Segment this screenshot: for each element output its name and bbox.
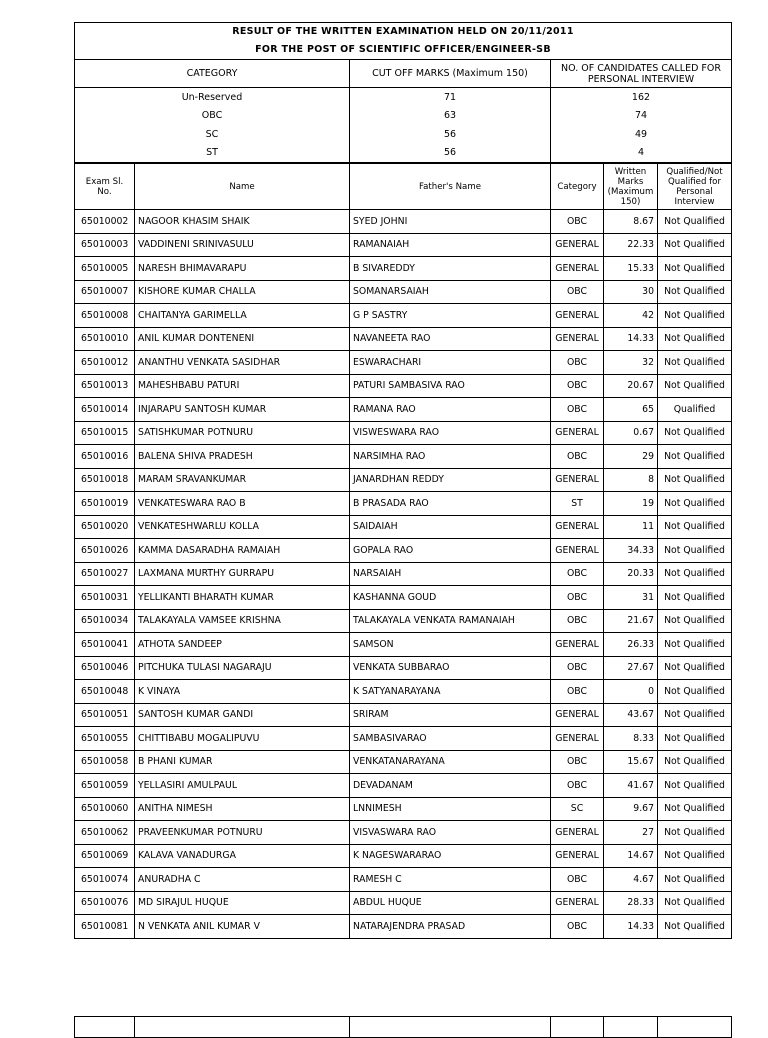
marks-cell: 29	[604, 445, 658, 469]
exam-no-cell: 65010059	[75, 774, 135, 798]
cutoff-called: 4	[551, 144, 732, 163]
table-row	[75, 891, 732, 915]
cutoff-category: ST	[75, 144, 350, 163]
name-cell: PITCHUKA TULASI NAGARAJU	[135, 656, 350, 680]
category-cell: OBC	[551, 680, 604, 704]
name-cell: LAXMANA MURTHY GURRAPU	[135, 562, 350, 586]
cutoff-header-category: CATEGORY	[75, 60, 350, 88]
father-name-cell: JANARDHAN REDDY	[350, 468, 551, 492]
status-cell: Not Qualified	[658, 374, 732, 398]
name-cell: VADDINENI SRINIVASULU	[135, 233, 350, 257]
table-row	[75, 868, 732, 892]
marks-cell: 43.67	[604, 703, 658, 727]
col-exam-no: Exam Sl. No.	[75, 164, 135, 210]
status-cell: Not Qualified	[658, 445, 732, 469]
table-row	[75, 633, 732, 657]
cutoff-called: 162	[551, 88, 732, 107]
cutoff-category: OBC	[75, 107, 350, 126]
name-cell: KALAVA VANADURGA	[135, 844, 350, 868]
exam-no-cell: 65010018	[75, 468, 135, 492]
exam-no-cell: 65010026	[75, 539, 135, 563]
status-cell: Not Qualified	[658, 351, 732, 375]
father-name-cell: ESWARACHARI	[350, 351, 551, 375]
exam-no-cell: 65010081	[75, 915, 135, 939]
cutoff-row	[75, 125, 732, 144]
marks-cell: 27	[604, 821, 658, 845]
table-row	[75, 821, 732, 845]
marks-cell: 21.67	[604, 609, 658, 633]
table-row	[75, 233, 732, 257]
father-name-cell: VISVASWARA RAO	[350, 821, 551, 845]
cutoff-row	[75, 144, 732, 163]
exam-no-cell: 65010008	[75, 304, 135, 328]
category-cell: OBC	[551, 750, 604, 774]
status-cell: Not Qualified	[658, 257, 732, 281]
category-cell: GENERAL	[551, 891, 604, 915]
col-name: Name	[135, 164, 350, 210]
category-cell: GENERAL	[551, 515, 604, 539]
category-cell: OBC	[551, 280, 604, 304]
category-cell: OBC	[551, 398, 604, 422]
table-row	[75, 680, 732, 704]
status-cell: Not Qualified	[658, 586, 732, 610]
category-cell: GENERAL	[551, 421, 604, 445]
marks-cell: 22.33	[604, 233, 658, 257]
footer-cell	[75, 1017, 135, 1038]
marks-cell: 65	[604, 398, 658, 422]
category-cell: SC	[551, 797, 604, 821]
father-name-cell: G P SASTRY	[350, 304, 551, 328]
marks-cell: 28.33	[604, 891, 658, 915]
status-cell: Not Qualified	[658, 703, 732, 727]
next-page-table-top	[74, 1016, 731, 1038]
table-row	[75, 797, 732, 821]
table-row	[75, 351, 732, 375]
status-cell: Not Qualified	[658, 280, 732, 304]
exam-no-cell: 65010020	[75, 515, 135, 539]
marks-cell: 0	[604, 680, 658, 704]
father-name-cell: VISWESWARA RAO	[350, 421, 551, 445]
table-row	[75, 280, 732, 304]
category-cell: OBC	[551, 210, 604, 234]
table-row	[75, 703, 732, 727]
father-name-cell: SAMSON	[350, 633, 551, 657]
father-name-cell: DEVADANAM	[350, 774, 551, 798]
status-cell: Not Qualified	[658, 727, 732, 751]
father-name-cell: NARSIMHA RAO	[350, 445, 551, 469]
father-name-cell: SAIDAIAH	[350, 515, 551, 539]
marks-cell: 32	[604, 351, 658, 375]
category-cell: OBC	[551, 868, 604, 892]
table-row	[75, 562, 732, 586]
cutoff-header-marks: CUT OFF MARKS (Maximum 150)	[350, 60, 551, 88]
name-cell: YELLASIRI AMULPAUL	[135, 774, 350, 798]
exam-no-cell: 65010069	[75, 844, 135, 868]
name-cell: PRAVEENKUMAR POTNURU	[135, 821, 350, 845]
exam-no-cell: 65010046	[75, 656, 135, 680]
category-cell: OBC	[551, 609, 604, 633]
category-cell: OBC	[551, 374, 604, 398]
footer-cell	[551, 1017, 604, 1038]
cutoff-called: 74	[551, 107, 732, 126]
result-sheet	[74, 22, 731, 939]
category-cell: OBC	[551, 445, 604, 469]
exam-no-cell: 65010016	[75, 445, 135, 469]
marks-cell: 8.33	[604, 727, 658, 751]
status-cell: Not Qualified	[658, 750, 732, 774]
footer-cell	[350, 1017, 551, 1038]
name-cell: KISHORE KUMAR CHALLA	[135, 280, 350, 304]
table-row	[75, 492, 732, 516]
name-cell: K VINAYA	[135, 680, 350, 704]
status-cell: Not Qualified	[658, 609, 732, 633]
cutoff-marks: 71	[350, 88, 551, 107]
table-row	[75, 539, 732, 563]
name-cell: B PHANI KUMAR	[135, 750, 350, 774]
category-cell: GENERAL	[551, 304, 604, 328]
marks-cell: 4.67	[604, 868, 658, 892]
col-category: Category	[551, 164, 604, 210]
exam-no-cell: 65010003	[75, 233, 135, 257]
name-cell: NARESH BHIMAVARAPU	[135, 257, 350, 281]
status-cell: Not Qualified	[658, 915, 732, 939]
marks-cell: 15.67	[604, 750, 658, 774]
table-row	[75, 844, 732, 868]
exam-no-cell: 65010019	[75, 492, 135, 516]
exam-no-cell: 65010055	[75, 727, 135, 751]
father-name-cell: NAVANEETA RAO	[350, 327, 551, 351]
results-body	[75, 210, 732, 939]
results-table	[74, 163, 732, 939]
table-row	[75, 327, 732, 351]
name-cell: INJARAPU SANTOSH KUMAR	[135, 398, 350, 422]
category-cell: GENERAL	[551, 257, 604, 281]
exam-no-cell: 65010014	[75, 398, 135, 422]
table-row	[75, 210, 732, 234]
status-cell: Not Qualified	[658, 539, 732, 563]
name-cell: ANURADHA C	[135, 868, 350, 892]
status-cell: Not Qualified	[658, 233, 732, 257]
exam-no-cell: 65010062	[75, 821, 135, 845]
marks-cell: 27.67	[604, 656, 658, 680]
exam-no-cell: 65010015	[75, 421, 135, 445]
exam-no-cell: 65010027	[75, 562, 135, 586]
father-name-cell: LNNIMESH	[350, 797, 551, 821]
father-name-cell: RAMANA RAO	[350, 398, 551, 422]
cutoff-marks: 63	[350, 107, 551, 126]
result-title: RESULT OF THE WRITTEN EXAMINATION HELD ON 20/11/2011	[75, 23, 732, 41]
table-row	[75, 257, 732, 281]
category-cell: OBC	[551, 562, 604, 586]
table-row	[75, 515, 732, 539]
status-cell: Not Qualified	[658, 656, 732, 680]
exam-no-cell: 65010074	[75, 868, 135, 892]
cutoff-table	[74, 60, 732, 163]
footer-cell	[604, 1017, 658, 1038]
father-name-cell: SYED JOHNI	[350, 210, 551, 234]
cutoff-row	[75, 107, 732, 126]
col-qualification: Qualified/Not Qualified for Personal Interview	[658, 164, 732, 210]
footer-cell	[658, 1017, 732, 1038]
category-cell: GENERAL	[551, 539, 604, 563]
name-cell: ANANTHU VENKATA SASIDHAR	[135, 351, 350, 375]
name-cell: ANIL KUMAR DONTENENI	[135, 327, 350, 351]
father-name-cell: B SIVAREDDY	[350, 257, 551, 281]
name-cell: SATISHKUMAR POTNURU	[135, 421, 350, 445]
name-cell: MAHESHBABU PATURI	[135, 374, 350, 398]
category-cell: OBC	[551, 915, 604, 939]
marks-cell: 14.33	[604, 327, 658, 351]
name-cell: N VENKATA ANIL KUMAR V	[135, 915, 350, 939]
name-cell: KAMMA DASARADHA RAMAIAH	[135, 539, 350, 563]
exam-no-cell: 65010058	[75, 750, 135, 774]
category-cell: GENERAL	[551, 844, 604, 868]
table-row	[75, 586, 732, 610]
name-cell: TALAKAYALA VAMSEE KRISHNA	[135, 609, 350, 633]
status-cell: Not Qualified	[658, 562, 732, 586]
name-cell: MD SIRAJUL HUQUE	[135, 891, 350, 915]
exam-no-cell: 65010048	[75, 680, 135, 704]
status-cell: Qualified	[658, 398, 732, 422]
category-cell: GENERAL	[551, 727, 604, 751]
cutoff-header-called: NO. OF CANDIDATES CALLED FOR PERSONAL INTERVIEW	[551, 60, 732, 88]
table-row	[75, 421, 732, 445]
cutoff-marks: 56	[350, 144, 551, 163]
status-cell: Not Qualified	[658, 891, 732, 915]
cutoff-category: SC	[75, 125, 350, 144]
marks-cell: 14.67	[604, 844, 658, 868]
status-cell: Not Qualified	[658, 468, 732, 492]
cutoff-called: 49	[551, 125, 732, 144]
father-name-cell: TALAKAYALA VENKATA RAMANAIAH	[350, 609, 551, 633]
footer-cell	[135, 1017, 350, 1038]
name-cell: CHAITANYA GARIMELLA	[135, 304, 350, 328]
marks-cell: 19	[604, 492, 658, 516]
category-cell: GENERAL	[551, 233, 604, 257]
father-name-cell: VENKATA SUBBARAO	[350, 656, 551, 680]
table-row	[75, 398, 732, 422]
status-cell: Not Qualified	[658, 210, 732, 234]
category-cell: GENERAL	[551, 821, 604, 845]
marks-cell: 8.67	[604, 210, 658, 234]
table-row	[75, 656, 732, 680]
status-cell: Not Qualified	[658, 421, 732, 445]
marks-cell: 14.33	[604, 915, 658, 939]
status-cell: Not Qualified	[658, 633, 732, 657]
marks-cell: 42	[604, 304, 658, 328]
col-father-name: Father's Name	[350, 164, 551, 210]
marks-cell: 20.33	[604, 562, 658, 586]
name-cell: YELLIKANTI BHARATH KUMAR	[135, 586, 350, 610]
marks-cell: 34.33	[604, 539, 658, 563]
exam-no-cell: 65010060	[75, 797, 135, 821]
marks-cell: 0.67	[604, 421, 658, 445]
father-name-cell: NATARAJENDRA PRASAD	[350, 915, 551, 939]
name-cell: MARAM SRAVANKUMAR	[135, 468, 350, 492]
category-cell: OBC	[551, 774, 604, 798]
marks-cell: 9.67	[604, 797, 658, 821]
status-cell: Not Qualified	[658, 774, 732, 798]
father-name-cell: GOPALA RAO	[350, 539, 551, 563]
exam-no-cell: 65010051	[75, 703, 135, 727]
marks-cell: 20.67	[604, 374, 658, 398]
cutoff-row	[75, 88, 732, 107]
marks-cell: 31	[604, 586, 658, 610]
cutoff-marks: 56	[350, 125, 551, 144]
cutoff-category: Un-Reserved	[75, 88, 350, 107]
father-name-cell: K NAGESWARARAO	[350, 844, 551, 868]
status-cell: Not Qualified	[658, 844, 732, 868]
exam-no-cell: 65010002	[75, 210, 135, 234]
father-name-cell: KASHANNA GOUD	[350, 586, 551, 610]
exam-no-cell: 65010076	[75, 891, 135, 915]
table-row	[75, 727, 732, 751]
name-cell: VENKATESHWARLU KOLLA	[135, 515, 350, 539]
status-cell: Not Qualified	[658, 515, 732, 539]
father-name-cell: SRIRAM	[350, 703, 551, 727]
status-cell: Not Qualified	[658, 868, 732, 892]
exam-no-cell: 65010034	[75, 609, 135, 633]
father-name-cell: RAMESH C	[350, 868, 551, 892]
marks-cell: 26.33	[604, 633, 658, 657]
father-name-cell: RAMANAIAH	[350, 233, 551, 257]
exam-no-cell: 65010007	[75, 280, 135, 304]
table-row	[75, 750, 732, 774]
father-name-cell: B PRASADA RAO	[350, 492, 551, 516]
category-cell: ST	[551, 492, 604, 516]
category-cell: OBC	[551, 351, 604, 375]
post-title: FOR THE POST OF SCIENTIFIC OFFICER/ENGINEER-SB	[75, 40, 732, 60]
marks-cell: 30	[604, 280, 658, 304]
name-cell: BALENA SHIVA PRADESH	[135, 445, 350, 469]
name-cell: VENKATESWARA RAO B	[135, 492, 350, 516]
exam-no-cell: 65010013	[75, 374, 135, 398]
father-name-cell: SAMBASIVARAO	[350, 727, 551, 751]
father-name-cell: SOMANARSAIAH	[350, 280, 551, 304]
name-cell: ANITHA NIMESH	[135, 797, 350, 821]
status-cell: Not Qualified	[658, 327, 732, 351]
name-cell: CHITTIBABU MOGALIPUVU	[135, 727, 350, 751]
table-row	[75, 609, 732, 633]
father-name-cell: K SATYANARAYANA	[350, 680, 551, 704]
name-cell: NAGOOR KHASIM SHAIK	[135, 210, 350, 234]
category-cell: GENERAL	[551, 468, 604, 492]
exam-no-cell: 65010031	[75, 586, 135, 610]
exam-no-cell: 65010005	[75, 257, 135, 281]
status-cell: Not Qualified	[658, 797, 732, 821]
father-name-cell: NARSAIAH	[350, 562, 551, 586]
table-row	[75, 445, 732, 469]
table-row	[75, 774, 732, 798]
status-cell: Not Qualified	[658, 304, 732, 328]
status-cell: Not Qualified	[658, 492, 732, 516]
marks-cell: 41.67	[604, 774, 658, 798]
category-cell: GENERAL	[551, 703, 604, 727]
name-cell: ATHOTA SANDEEP	[135, 633, 350, 657]
category-cell: GENERAL	[551, 327, 604, 351]
table-row	[75, 374, 732, 398]
status-cell: Not Qualified	[658, 821, 732, 845]
name-cell: SANTOSH KUMAR GANDI	[135, 703, 350, 727]
table-row	[75, 304, 732, 328]
exam-no-cell: 65010010	[75, 327, 135, 351]
title-block	[74, 22, 732, 60]
category-cell: GENERAL	[551, 633, 604, 657]
father-name-cell: VENKATANARAYANA	[350, 750, 551, 774]
table-row	[75, 468, 732, 492]
exam-no-cell: 65010041	[75, 633, 135, 657]
col-written-marks: Written Marks (Maximum 150)	[604, 164, 658, 210]
father-name-cell: ABDUL HUQUE	[350, 891, 551, 915]
cutoff-body	[75, 88, 732, 163]
table-row	[75, 915, 732, 939]
status-cell: Not Qualified	[658, 680, 732, 704]
category-cell: OBC	[551, 586, 604, 610]
marks-cell: 11	[604, 515, 658, 539]
marks-cell: 15.33	[604, 257, 658, 281]
category-cell: OBC	[551, 656, 604, 680]
exam-no-cell: 65010012	[75, 351, 135, 375]
marks-cell: 8	[604, 468, 658, 492]
father-name-cell: PATURI SAMBASIVA RAO	[350, 374, 551, 398]
